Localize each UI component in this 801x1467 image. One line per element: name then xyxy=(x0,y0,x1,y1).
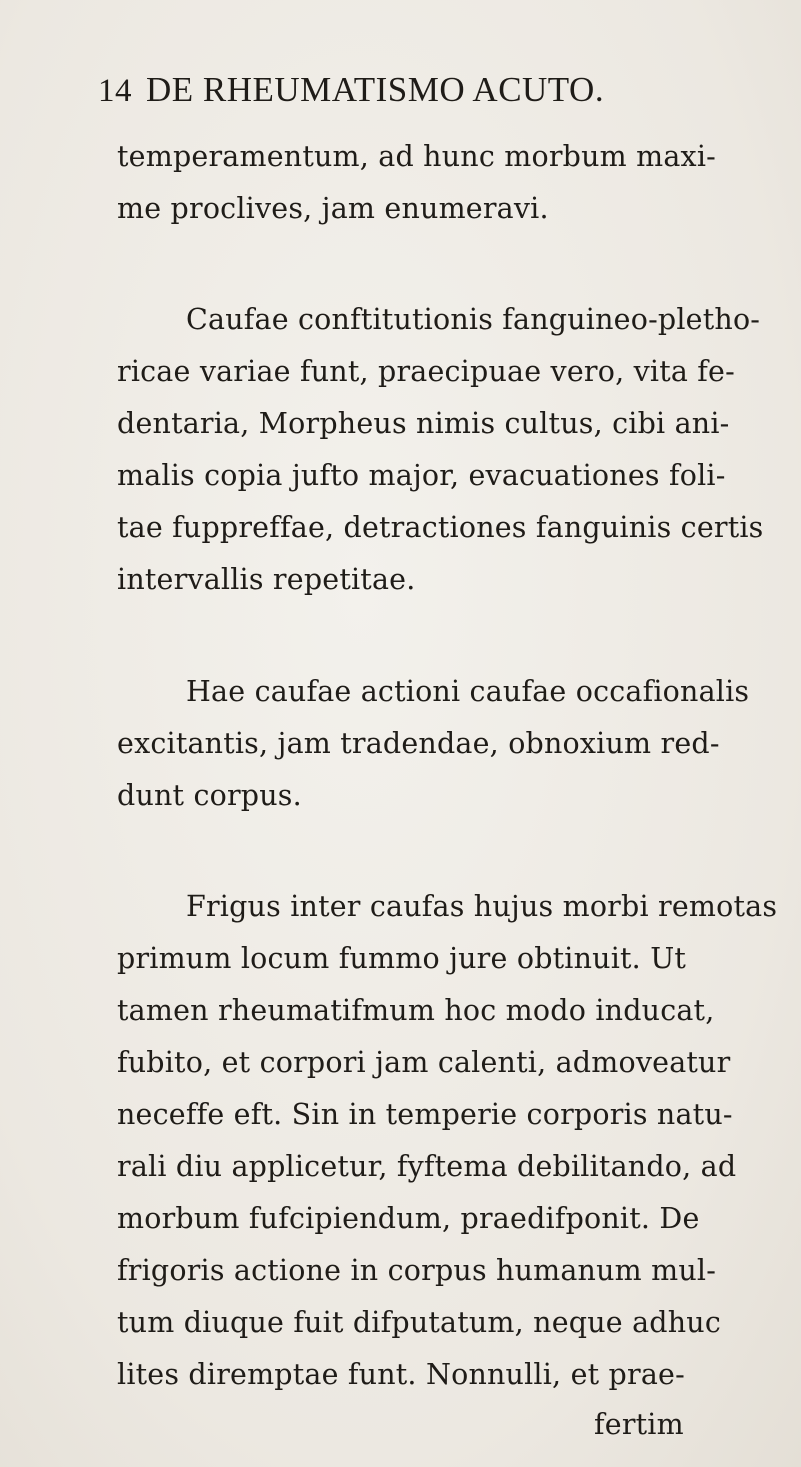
text-line: fubito, et corpori jam calenti, admoveatur xyxy=(117,1046,731,1079)
paragraph-start-line: Hae caufae actioni caufae occafionalis xyxy=(186,675,750,708)
page-header xyxy=(98,70,604,110)
text-line: ricae variae funt, praecipuae vero, vita fe- xyxy=(117,355,735,388)
page-number: 14 xyxy=(98,73,132,109)
text-line: tum diuque fuit difputatum, neque adhuc xyxy=(117,1306,722,1339)
text-line: tamen rheumatifmum hoc modo inducat, xyxy=(117,994,715,1027)
text-line: neceffe eft. Sin in temperie corporis natu- xyxy=(117,1098,733,1131)
text-line: temperamentum, ad hunc morbum maxi- xyxy=(117,140,716,173)
text-line: excitantis, jam tradendae, obnoxium red- xyxy=(117,727,720,760)
text-line: me proclives, jam enumeravi. xyxy=(117,192,549,225)
paragraph-start-line: Caufae conftitutionis fanguineo-pletho- xyxy=(186,303,761,336)
running-title: DE RHEUMATISMO ACUTO. xyxy=(146,70,605,109)
text-line: dunt corpus. xyxy=(117,779,302,812)
text-line: frigoris actione in corpus humanum mul- xyxy=(117,1254,717,1287)
text-line: tae fuppreffae, detractiones fanguinis certis xyxy=(117,511,764,544)
text-line: malis copia jufto major, evacuationes foli- xyxy=(117,459,726,492)
text-line: dentaria, Morpheus nimis cultus, cibi ani- xyxy=(117,407,730,440)
catchword: fertim xyxy=(594,1408,684,1441)
text-line: morbum fufcipiendum, praedifponit. De xyxy=(117,1202,700,1235)
text-line: lites diremptae funt. Nonnulli, et prae- xyxy=(117,1358,685,1391)
text-line: primum locum fummo jure obtinuit. Ut xyxy=(117,942,687,975)
paragraph-start-line: Frigus inter caufas hujus morbi remotas xyxy=(186,890,778,923)
text-line: intervallis repetitae. xyxy=(117,563,416,596)
text-line: rali diu applicetur, fyftema debilitando, ad xyxy=(117,1150,737,1183)
